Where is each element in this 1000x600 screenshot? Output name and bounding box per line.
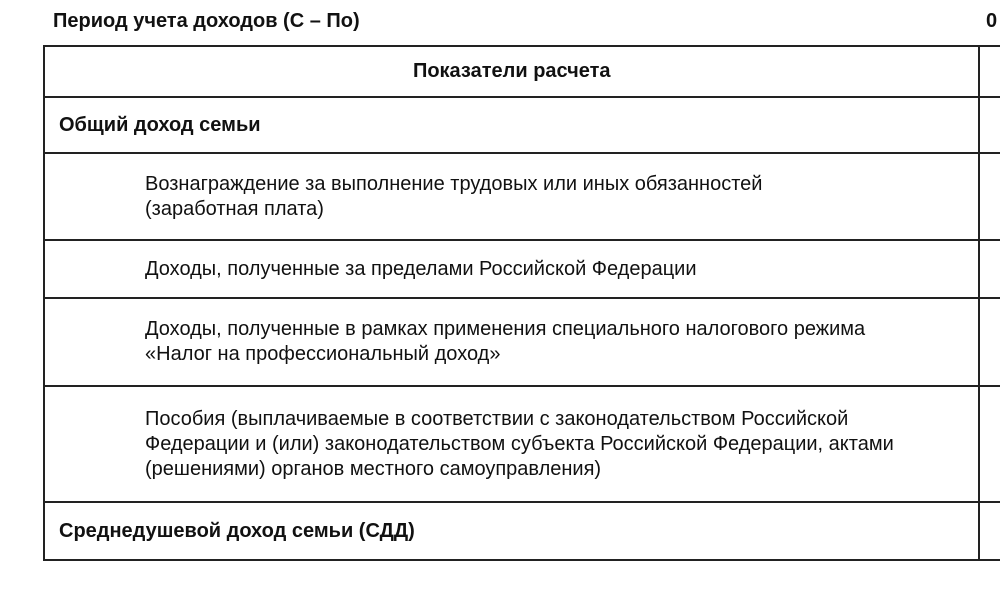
period-label: Период учета доходов (С – По) (53, 10, 360, 32)
header-value-cell (979, 46, 1000, 97)
row-label: Общий доход семьи (44, 97, 979, 153)
row-label: Вознаграждение за выполнение трудовых или иных обязанностей (заработная плата) (44, 153, 979, 240)
row-label: Среднедушевой доход семьи (СДД) (44, 502, 979, 560)
table-row (44, 298, 1000, 386)
calculation-table (43, 45, 1000, 561)
table-row (44, 97, 1000, 153)
row-label: Доходы, полученные в рамках применения специального налогового режима «Налог на профессиональный доход» (44, 298, 979, 386)
row-value (979, 386, 1000, 502)
table-header-row (44, 46, 1000, 97)
row-value (979, 153, 1000, 240)
row-value (979, 298, 1000, 386)
table-row (44, 502, 1000, 560)
table-row (44, 153, 1000, 240)
row-label: Доходы, полученные за пределами Российской Федерации (44, 240, 979, 298)
header-indicators: Показатели расчета (44, 46, 979, 97)
table-row (44, 240, 1000, 298)
row-label: Пособия (выплачиваемые в соответствии с законодательством Российской Федерации и (или) законодательством субъекта Российской Федерации, актами (решениями) органов местного самоуправления) (44, 386, 979, 502)
table-row (44, 386, 1000, 502)
row-value (979, 502, 1000, 560)
row-value (979, 97, 1000, 153)
period-value: 0 (986, 10, 998, 32)
row-value (979, 240, 1000, 298)
